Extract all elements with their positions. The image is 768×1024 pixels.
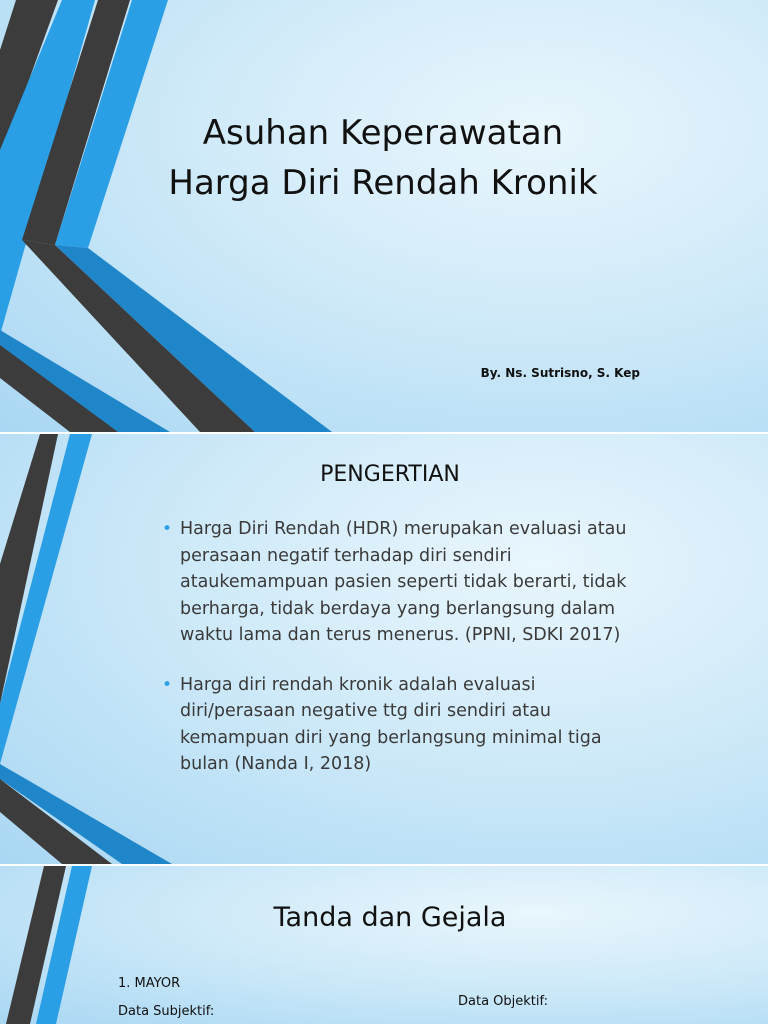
title-line-1: Asuhan Keperawatan — [202, 113, 564, 153]
slide-title — [0, 0, 768, 432]
section-heading: PENGERTIAN — [320, 462, 460, 487]
column-label-objective: Data Objektif: — [458, 994, 548, 1009]
section-heading: Tanda dan Gejala — [273, 902, 507, 933]
definition-list — [162, 516, 648, 801]
bullet-icon: • — [162, 519, 173, 539]
stripe-decoration — [0, 866, 768, 1024]
definition-text: Harga Diri Rendah (HDR) merupakan evaluasi atau perasaan negatif terhadap diri sendiri ataukemampuan pasien seperti tidak berarti, tidak berharga, tidak berdaya yang berlangsung dalam waktu lama dan terus menerus. (PPNI, SDKI 2017) — [180, 519, 627, 645]
subsection-label: 1. MAYOR — [118, 976, 181, 991]
bullet-icon: • — [162, 674, 173, 695]
slide-tanda-gejala — [0, 866, 768, 1024]
column-label-subjective: Data Subjektif: — [118, 1004, 215, 1019]
stripe-decoration — [0, 0, 768, 432]
presentation-title — [100, 108, 666, 208]
definition-text: Harga diri rendah kronik adalah evaluasi diri/perasaan negative ttg diri sendiri atau kemampuan diri yang berlangsung minimal tiga bulan (Nanda I, 2018) — [180, 674, 602, 774]
list-item — [162, 672, 648, 778]
slide-pengertian — [0, 434, 768, 864]
author-byline: By. Ns. Sutrisno, S. Kep — [480, 366, 640, 380]
list-item — [162, 516, 648, 649]
title-line-2: Harga Diri Rendah Kronik — [168, 163, 598, 203]
